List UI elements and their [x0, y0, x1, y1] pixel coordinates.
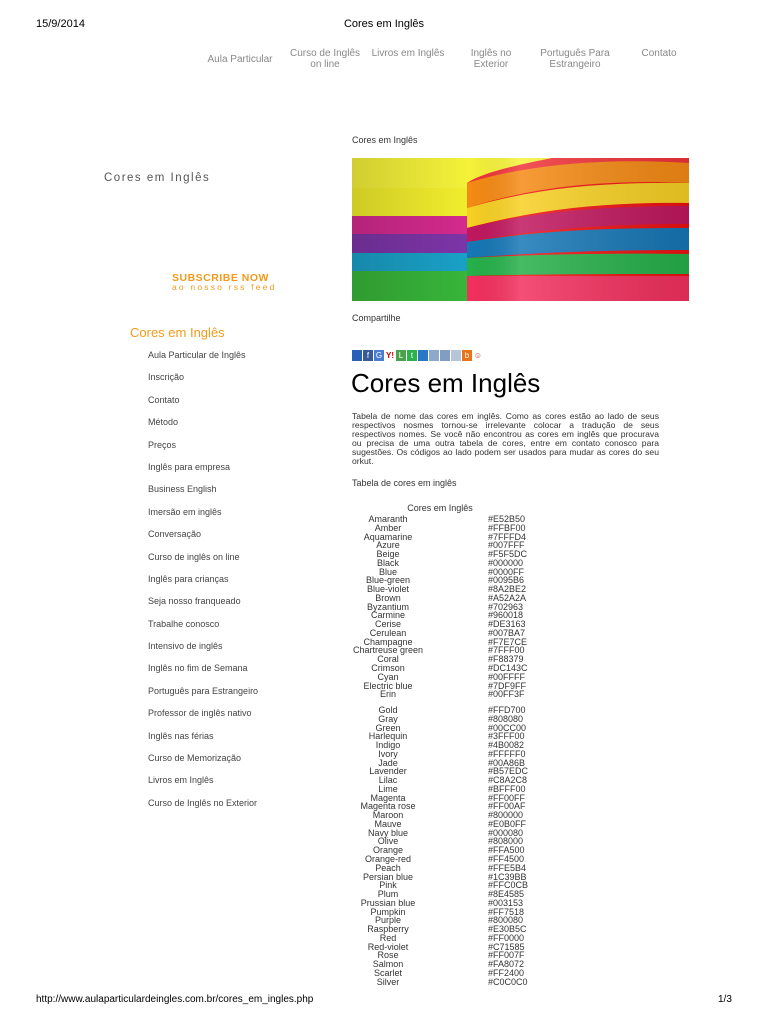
delicious-icon[interactable]: [352, 350, 362, 361]
color-hex: #7FFF00: [488, 645, 525, 656]
color-hex: #007FFF: [488, 540, 525, 551]
article-intro: Tabela de nome das cores em inglês. Como as cores estão ao lado de seus respectivos nosmes tornou-se irrelevante colocar a tradução de seus respectivos nomes. Se você não encontrou as cores em inglês que procurava ou precisa de uma outra tabela de cores, entre em contato conosco para sugestões. Os códigos ao lado podem ser usados para mudar as cores do seu orkut.: [352, 411, 659, 466]
sidebar-item[interactable]: Intensivo de inglês: [148, 641, 223, 652]
color-hex: #0000FF: [488, 566, 525, 577]
color-hex: #FFA500: [488, 845, 525, 856]
color-hex: #1C39BB: [488, 871, 527, 882]
nav-aula-particular[interactable]: Aula Particular: [207, 54, 273, 65]
color-name: Purple: [374, 915, 401, 926]
color-hex: #800000: [488, 810, 524, 821]
messenger-icon[interactable]: [418, 350, 428, 361]
color-name: Pumpkin: [370, 906, 406, 917]
color-name: Champagne: [363, 636, 413, 647]
color-hex: #7DF9FF: [488, 680, 527, 691]
digg-icon[interactable]: [429, 350, 439, 361]
page-heading: Cores em Inglês: [104, 172, 211, 184]
share-label: Compartilhe: [352, 313, 401, 323]
color-hex: #C71585: [488, 941, 525, 952]
color-hex: #FA8072: [488, 959, 525, 970]
sidebar-title: Cores em Inglês: [130, 325, 225, 340]
article-title: Cores em Inglês: [351, 368, 541, 398]
color-hex: #FFC0CB: [488, 880, 529, 891]
color-hex: #8E4585: [488, 889, 525, 900]
color-hex: #FFD700: [488, 705, 526, 715]
color-name: Peach: [375, 862, 401, 873]
color-hex: #FFFFF0: [488, 748, 526, 759]
color-name: Byzantium: [366, 601, 410, 612]
color-hex: #0095B6: [488, 575, 525, 586]
color-hex: #F88379: [488, 654, 524, 665]
color-name: Red-violet: [367, 941, 409, 952]
sidebar-item[interactable]: Inglês para crianças: [148, 573, 229, 584]
color-name: Ivory: [378, 748, 398, 759]
color-name: Blue: [378, 566, 397, 577]
color-hex: #808000: [488, 836, 524, 847]
color-hex: #A52A2A: [488, 592, 527, 603]
sidebar-item[interactable]: Aula Particular de Inglês: [148, 350, 246, 360]
color-hex: #C8A2C8: [488, 775, 528, 786]
color-hex: #000080: [488, 827, 524, 838]
color-hex: #DC143C: [488, 663, 528, 674]
color-hex: #007BA7: [488, 627, 526, 638]
color-name: Magenta: [370, 792, 406, 803]
bookmark-icon[interactable]: [440, 350, 450, 361]
color-hex: #00FFFF: [488, 671, 526, 682]
color-name: Olive: [377, 836, 399, 847]
color-name: Navy blue: [367, 827, 409, 838]
share-icon-bar: [352, 350, 483, 361]
color-hex: #FFE5B4: [488, 862, 527, 873]
color-name: Black: [376, 557, 399, 568]
color-name: Blue-green: [365, 575, 411, 586]
color-hex: #808080: [488, 713, 524, 724]
color-name: Blue-violet: [366, 584, 410, 595]
stumbleupon-icon[interactable]: b: [462, 350, 472, 361]
sidebar-item[interactable]: Inscrição: [148, 372, 185, 383]
color-name: Orange: [372, 845, 404, 856]
technorati-icon[interactable]: t: [407, 350, 417, 361]
google-icon[interactable]: G: [375, 351, 383, 360]
color-hex: #E30B5C: [488, 924, 527, 935]
color-name: Brown: [375, 592, 401, 603]
color-table-title: Cores em Inglês: [407, 503, 473, 513]
color-name: Salmon: [372, 959, 404, 970]
color-name: Cerulean: [369, 627, 407, 638]
color-name: Aquamarine: [363, 531, 413, 542]
color-name: Gold: [378, 705, 398, 715]
color-name: Jade: [378, 757, 398, 768]
color-name: Chartreuse green: [352, 645, 424, 656]
color-name: Green: [375, 722, 401, 733]
nav-contato[interactable]: Contato: [641, 48, 677, 59]
color-name: Orange-red: [364, 854, 412, 865]
sidebar-item[interactable]: Preços: [148, 439, 177, 450]
table-caption: Tabela de cores em inglês: [352, 478, 457, 488]
subscribe-line2: ao nosso rss feed: [172, 282, 277, 292]
color-name: Harlequin: [368, 731, 408, 742]
color-hex: #FF00FF: [488, 792, 526, 803]
color-row: [352, 978, 528, 987]
color-name: Plum: [377, 889, 399, 900]
color-name: Pink: [379, 880, 397, 891]
color-hex: #FFBF00: [488, 522, 526, 533]
color-name: Rose: [377, 950, 399, 961]
color-hex: #E52B50: [488, 514, 526, 524]
color-row: [352, 690, 528, 699]
color-hex: #3FFF00: [488, 731, 525, 742]
color-hex: #800080: [488, 915, 524, 926]
color-name: Red: [379, 932, 397, 943]
color-name: Amaranth: [368, 514, 408, 524]
nav-portugues-estrangeiro[interactable]: Português Para Estrangeiro: [540, 48, 610, 70]
color-hex: #003153: [488, 897, 524, 908]
sidebar-item[interactable]: Curso de Memorização: [148, 753, 242, 764]
sidebar-item[interactable]: Inglês no fim de Semana: [148, 663, 248, 674]
color-hex: #F7E7CE: [488, 636, 528, 647]
print-title: Cores em Inglês: [343, 18, 425, 30]
color-hex: #FF007F: [488, 950, 525, 961]
sidebar-item[interactable]: Conversação: [148, 529, 202, 540]
color-name: Silver: [376, 976, 400, 987]
subscribe-line1: SUBSCRIBE NOW: [172, 272, 269, 284]
color-name: Gray: [378, 713, 398, 724]
color-hex: #F5F5DC: [488, 549, 528, 560]
color-name: Maroon: [372, 810, 404, 821]
sidebar-menu: [148, 346, 258, 816]
color-hex: #FF2400: [488, 967, 525, 978]
rainbow-banner-image: [352, 158, 689, 301]
facebook-icon[interactable]: f: [363, 350, 373, 361]
color-name: Cyan: [377, 671, 399, 682]
color-name: Coral: [377, 654, 399, 665]
sidebar-item[interactable]: Business English: [148, 484, 217, 495]
color-name: Mauve: [374, 818, 402, 829]
sidebar-item[interactable]: Seja nosso franqueado: [148, 596, 241, 607]
color-table-part2: [352, 706, 528, 987]
print-date: 15/9/2014: [36, 18, 85, 30]
color-hex: #FF00AF: [488, 801, 526, 812]
sidebar-item[interactable]: Método: [148, 417, 179, 428]
reddit-icon[interactable]: ☺: [473, 351, 483, 360]
sidebar-item[interactable]: Contato: [148, 394, 180, 405]
color-name: Electric blue: [363, 680, 413, 691]
live-icon[interactable]: L: [396, 350, 406, 361]
mixx-icon[interactable]: [451, 350, 461, 361]
color-hex: #B57EDC: [488, 766, 529, 777]
sidebar-item[interactable]: Curso de Inglês no Exterior: [148, 797, 258, 808]
sidebar-item[interactable]: Professor de inglês nativo: [148, 708, 252, 719]
color-name: Azure: [376, 540, 400, 551]
yahoo-icon[interactable]: Y!: [386, 351, 394, 360]
color-name: Cerise: [374, 619, 401, 630]
nav-ingles-exterior[interactable]: Inglês no Exterior: [470, 48, 512, 70]
color-hex: #BFFF00: [488, 783, 526, 794]
color-hex: #FF0000: [488, 932, 525, 943]
color-name: Beige: [376, 549, 400, 560]
color-hex: #00A86B: [488, 757, 526, 768]
color-name: Erin: [379, 689, 396, 700]
sidebar-item[interactable]: Inglês para empresa: [148, 461, 231, 472]
color-hex: #8A2BE2: [488, 584, 527, 595]
sidebar-item[interactable]: Livros em Inglês: [148, 775, 214, 786]
color-name: Magenta rose: [360, 801, 416, 812]
color-hex: #00CC00: [488, 722, 527, 733]
color-hex: #FF4500: [488, 854, 525, 865]
color-hex: #E0B0FF: [488, 818, 527, 829]
color-hex: #00FF3F: [488, 689, 525, 700]
color-hex: #C0C0C0: [488, 976, 528, 987]
color-hex: #7FFFD4: [488, 531, 527, 542]
color-table-part1: [352, 515, 528, 699]
color-hex: #4B0082: [488, 740, 525, 751]
color-name: Prussian blue: [360, 897, 416, 908]
nav-livros[interactable]: Livros em Inglês: [371, 48, 445, 59]
color-name: Lilac: [378, 775, 398, 786]
color-hex: #960018: [488, 610, 524, 621]
print-page-number: 1/3: [718, 994, 732, 1005]
color-hex: #702963: [488, 601, 524, 612]
color-name: Raspberry: [367, 924, 409, 935]
color-name: Lime: [378, 783, 398, 794]
sidebar-item[interactable]: Português para Estrangeiro: [148, 685, 259, 696]
sidebar-item[interactable]: Trabalhe conosco: [148, 618, 220, 629]
color-name: Lavender: [369, 766, 407, 777]
color-name: Carmine: [370, 610, 405, 621]
color-hex: #000000: [488, 557, 524, 568]
color-name: Crimson: [371, 663, 405, 674]
color-hex: #FF7518: [488, 906, 525, 917]
color-name: Scarlet: [373, 967, 402, 978]
subscribe-rss-link[interactable]: [172, 272, 277, 292]
sidebar-item[interactable]: Imersão em inglês: [148, 506, 222, 517]
print-url: http://www.aulaparticulardeingles.com.br/cores_em_ingles.php: [36, 994, 314, 1005]
sidebar-item[interactable]: Inglês nas férias: [148, 730, 214, 741]
color-hex: #DE3163: [488, 619, 526, 630]
color-name: Amber: [374, 522, 402, 533]
sidebar-item[interactable]: Curso de inglês on line: [148, 551, 240, 562]
color-name: Indigo: [375, 740, 401, 751]
color-name: Persian blue: [362, 871, 414, 882]
breadcrumb: Cores em Inglês: [352, 135, 418, 145]
nav-curso-online[interactable]: Curso de Inglês on line: [289, 48, 361, 70]
